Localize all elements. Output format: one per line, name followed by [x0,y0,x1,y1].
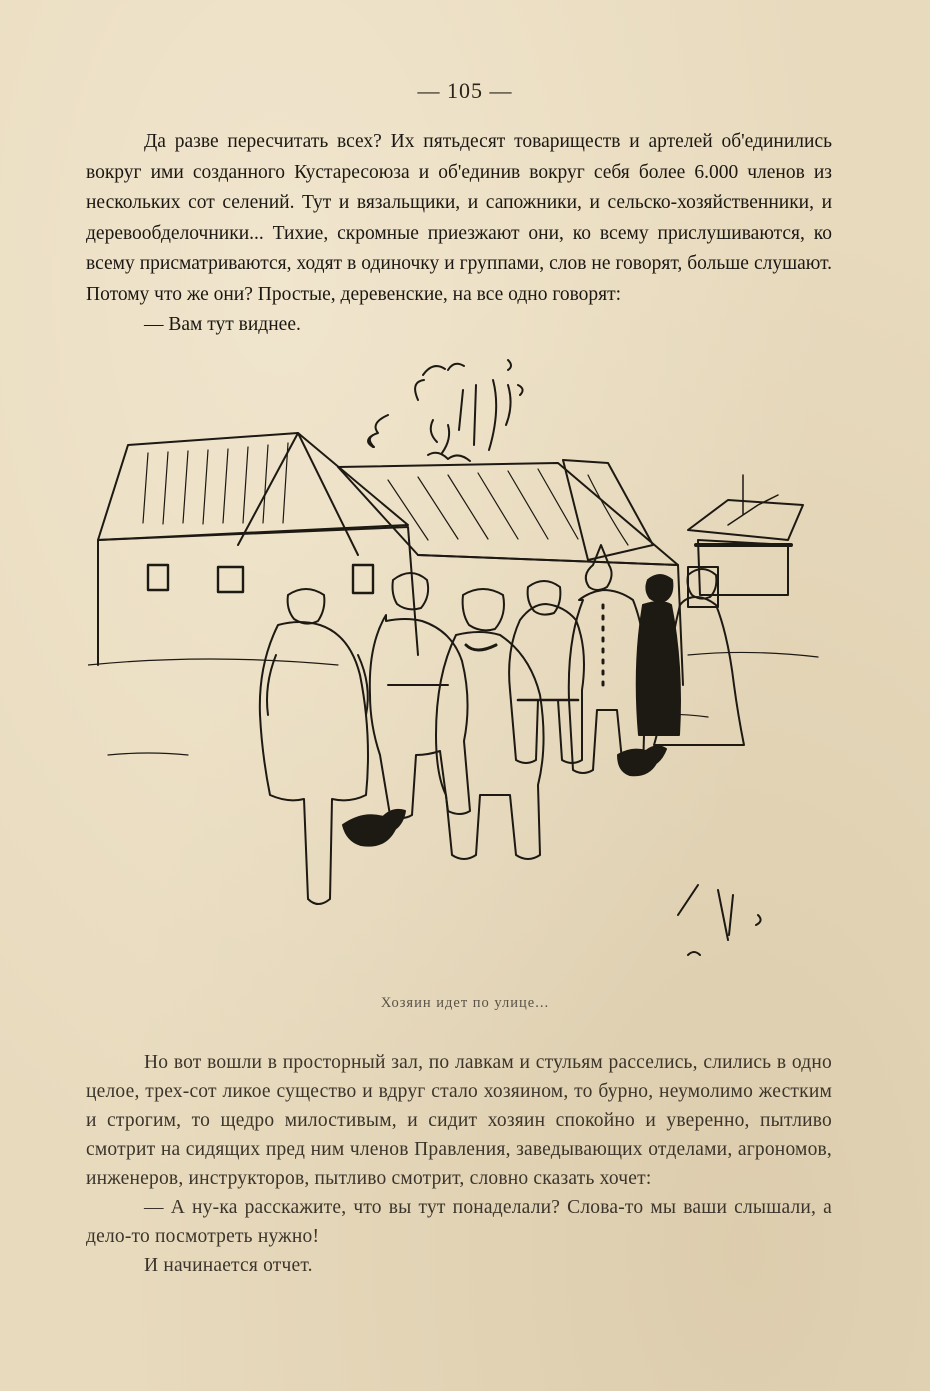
paragraph: Да разве пересчитать всех? Их пятьдесят товариществ и артелей об'единились вокруг ими созданного Кустаресоюза и об'единив вокруг себя более 6.000 членов из нескольких сот селений. Тут и вязальщики, и сапожники, и сельско-хозяйственники, и деревообделочники... Тихие, скромные приезжают они, ко всему прислушиваются, ко всему присматриваются, ходят в одиночку и группами, слов не говорят, больше слушают. Потому что же они? Простые, деревенские, на все одно говорят: [86,131,832,305]
bottom-text-block [86,1048,832,1280]
dialogue-line: — Вам тут виднее. [144,314,301,335]
paragraph: И начинается отчет. [144,1255,313,1276]
paragraph: Но вот вошли в просторный зал, по лавкам и стульям расселись, слились в одно целое, трех-сот ликое существо и вдруг стало хозяином, то бурно, неумолимо жестким и строгим, то щедро милостивым, и сидит хозяин спокойно и уверенно, пытливо смотрит на сидящих пред ним членов Правления, заведывающих отделами, агрономов, инженеров, инструкторов, пытливо смотрит, словно сказать хочет: [86,1052,832,1189]
dialogue-line: — А ну-ка расскажите, что вы тут понаделали? Слова-то мы ваши слышали, а дело-то посмотреть нужно! [86,1197,832,1247]
illustration-caption: Хозяин идет по улице... [380,995,550,1011]
illustration-village-street [88,355,828,990]
top-text-block [86,127,832,341]
page-number: — 105 — [417,78,513,103]
